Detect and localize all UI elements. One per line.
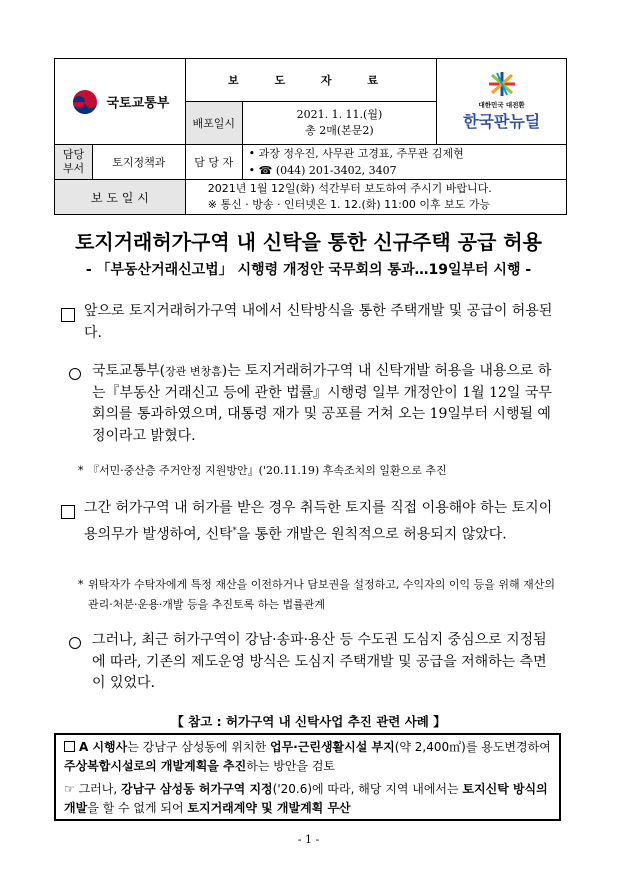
ref1-plan: 주상복합시설로의 개발계획을 추진 (64, 758, 247, 773)
circle-bullet-icon (69, 637, 81, 649)
p3-text-a: 그간 허가구역 내 허가를 받은 경우 (84, 500, 301, 516)
article-title: 토지거래허가구역 내 신탁을 통한 신규주택 공급 허용 (75, 230, 542, 254)
article-subtitle: - 「부동산거래신고법」 시행령 개정안 국무회의 통과…19일부터 시행 - (85, 262, 532, 278)
ref1-text-b: 는 강남구 삼성동에 위치한 (127, 740, 271, 754)
p3-text-emph1: 취득한 토지를 직접 이용 (300, 500, 449, 516)
ref2-text-e: 을 할 수 없게 되어 (87, 800, 188, 815)
p3-text-emph3: 신탁 (205, 526, 233, 543)
p1-text-emph: 토지거래허가구역 내에서 신탁방식을 통한 주택개발 및 공급이 허용 (129, 303, 539, 319)
square-bullet-icon (64, 741, 75, 752)
new-deal-subtext: 대한민국 대전환 (478, 101, 525, 109)
taegeuk-emblem-icon (70, 87, 100, 117)
ref2-zone: 강남구 삼성동 허가구역 지정 (121, 782, 273, 796)
asterisk-icon: * (78, 578, 84, 591)
pointing-hand-icon: ☞ (64, 782, 75, 796)
p2-text-a: 국토교통부( (92, 363, 166, 379)
release-date-cell (242, 102, 437, 145)
p4-text-c: 으로 지정됨에 따라, 기존의 제도운영 방식은 (92, 632, 547, 670)
ref2-text-c: ('20.6)에 따라, 해당 지역 내에서는 (272, 782, 463, 796)
p1-text-c: 된다. (84, 303, 553, 341)
reference-case (64, 738, 554, 775)
ref-developer: A 시행사 (79, 740, 128, 754)
ref2-text-a: 그러나, (74, 782, 121, 796)
page-number: - 1 - (297, 833, 320, 846)
p1-text-a: 앞으로 (84, 303, 130, 319)
reference-title: 【 참고 : 허가구역 내 신탁사업 추진 관련 사례 】 (171, 714, 446, 729)
p2-minister: 장관 변창흠 (165, 365, 222, 378)
ref1-text-f: 하는 방안을 검토 (246, 758, 336, 773)
embargo-label: 보 도 일 시 (55, 180, 186, 215)
p3-text-emph2: 토지이용의무 (84, 500, 553, 543)
press-header-table (54, 58, 567, 215)
contact-cell (242, 145, 566, 180)
note-2: 위탁자가 수탁자에게 특정 재산을 이전하거나 담보권을 설정하고, 수익자의 이익 등을 위해 재산의 관리·처분·운용·개발 등을 추진토록 하는 법률관계 (88, 578, 555, 611)
new-deal-star-icon (484, 71, 520, 97)
embargo-line2: ※ 통신 · 방송 · 인터넷은 1. 12.(화) 11:00 이후 보도 가능 (207, 198, 491, 211)
ref2-method: 토지신탁 방식의 개발 (64, 782, 548, 815)
ministry-name: 국토교통부 (106, 96, 170, 111)
person-label: 담 당 자 (185, 145, 242, 180)
ref2-outcome: 토지거래계약 및 개발계획 무산 (187, 800, 351, 815)
asterisk-icon: * (78, 464, 84, 477)
p4-text-e: 하는 측면이 있었다. (92, 653, 547, 691)
embargo-cell (185, 180, 566, 215)
embargo-line1: 2021년 1월 12일(화) 석간부터 보도하여 주시기 바랍니다. (207, 182, 492, 195)
p3-text-c: 해야 하는 (448, 500, 512, 516)
ref1-site: 업무·근린생활시설 부지 (270, 740, 395, 754)
p2-text-b: )는 (221, 363, 246, 379)
square-bullet-icon (61, 505, 75, 519)
dept-name: 토지정책과 (92, 145, 185, 180)
note-1: 『서민·중산층 주거안정 지원방안』('20.11.19) 후속조치의 일환으로 추진 (88, 464, 447, 477)
p2-text-d: 을 내용으로 하는『부동산 거래신고 등에 관한 법률』시행령 일부 개정안이 1월 12일 국무회의를 통과하였으며, 대통령 재가 및 공포를 거쳐 오는 19일부터 시행될 예정이라고 밝혔다. (92, 363, 552, 444)
ref1-text-d: (약 2,400㎡)를 용도변경하여 (394, 740, 551, 754)
ministry-logo (55, 59, 186, 145)
new-deal-text: 한국판뉴딜 (462, 112, 541, 131)
contact-phone: • ☎ (044) 201-3402, 3407 (248, 164, 397, 177)
square-bullet-icon (61, 308, 75, 322)
korea-new-deal-logo (437, 59, 567, 145)
contact-names: • 과장 정우진, 사무관 고경표, 주무관 김제현 (248, 147, 464, 160)
release-label: 배포일시 (185, 102, 242, 145)
p4-text-emph1: 허가구역이 강남·송파·용산 등 수도권 도심지 중심 (172, 632, 475, 648)
p2-text-emph: 토지거래허가구역 내 신탁개발 허용 (245, 363, 462, 379)
p4-text-a: 그러나, 최근 (92, 632, 173, 648)
reference-box (54, 733, 561, 821)
circle-bullet-icon (69, 368, 81, 380)
paragraph-2 (92, 361, 560, 447)
p3-text-e: 가 발생하여, (124, 526, 206, 543)
page-count: 총 2매(본문2) (305, 124, 374, 137)
p4-text-emph2: 도심지 주택개발 및 공급을 저해 (294, 653, 489, 670)
paragraph-4 (92, 630, 560, 695)
paragraph-1 (84, 301, 560, 344)
reference-result (64, 780, 554, 817)
paragraph-3 (84, 498, 560, 546)
footnote-asterisk: * (232, 525, 237, 535)
release-date: 2021. 1. 11.(월) (296, 108, 383, 121)
p3-text-g: 을 통한 개발은 원칙적으로 허용되지 않았다. (236, 526, 507, 543)
press-release-title: 보 도 자 료 (185, 59, 436, 102)
dept-label: 담당 부서 (55, 145, 93, 180)
